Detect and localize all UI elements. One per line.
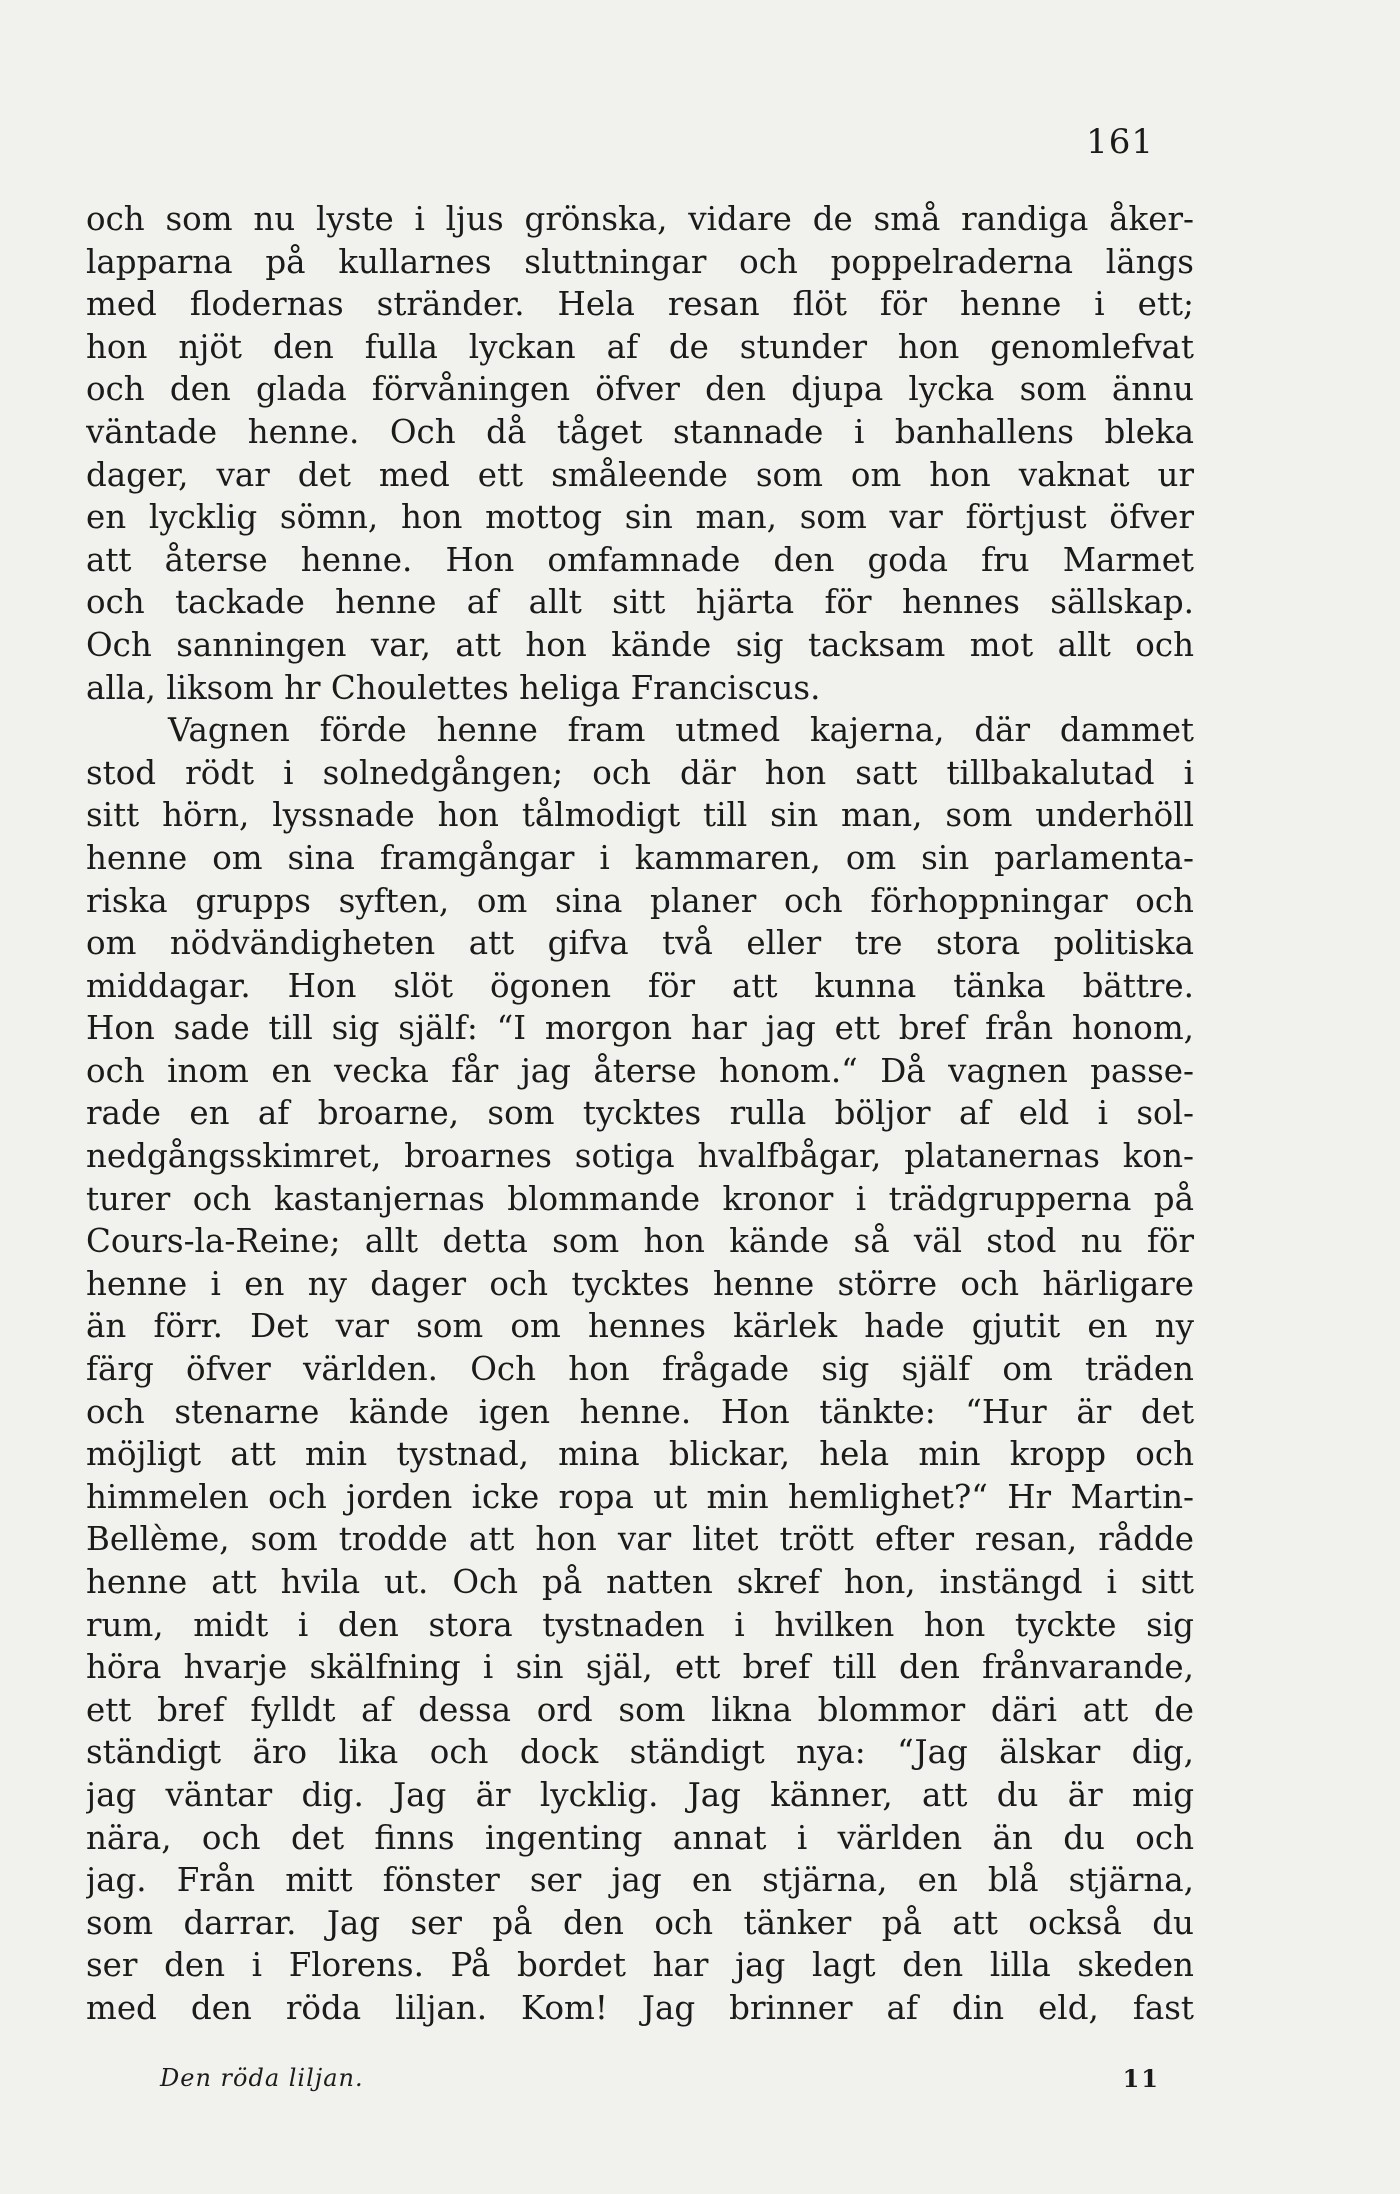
- text-line: än förr. Det var som om hennes kärlek hade gjutit en ny: [86, 1307, 1194, 1346]
- text-line: dager, var det med ett småleende som om hon vaknat ur: [86, 455, 1194, 494]
- text-line: med flodernas stränder. Hela resan flöt för henne i ett;: [86, 285, 1194, 324]
- text-line: Och sanningen var, att hon kände sig tacksam mot allt och: [86, 625, 1194, 664]
- text-line: och inom en vecka får jag återse honom.“ Då vagnen passe-: [86, 1051, 1194, 1090]
- text-line: middagar. Hon slöt ögonen för att kunna tänka bättre.: [86, 966, 1194, 1005]
- page-footer: [160, 2064, 1160, 2104]
- body-text: [86, 198, 1194, 2030]
- text-line: stod rödt i solnedgången; och där hon satt tillbakalutad i: [86, 753, 1194, 792]
- text-line: om nödvändigheten att gifva två eller tre stora politiska: [86, 924, 1194, 963]
- text-line: henne i en ny dager och tycktes henne större och härligare: [86, 1264, 1194, 1303]
- text-line: ser den i Florens. På bordet har jag lagt den lilla skeden: [86, 1946, 1194, 1985]
- signature-mark: 11: [1122, 2064, 1160, 2093]
- text-line: jag väntar dig. Jag är lycklig. Jag känner, att du är mig: [86, 1775, 1194, 1814]
- text-line: och tackade henne af allt sitt hjärta för hennes sällskap.: [86, 583, 1194, 622]
- text-line: turer och kastanjernas blommande kronor i trädgrupperna på: [86, 1179, 1194, 1218]
- text-line: höra hvarje skälfning i sin själ, ett bref till den frånvarande,: [86, 1648, 1194, 1687]
- running-title: Den röda liljan.: [160, 2064, 364, 2092]
- text-line: hon njöt den fulla lyckan af de stunder hon genomlefvat: [86, 327, 1194, 366]
- text-line: och som nu lyste i ljus grönska, vidare de små randiga åker-: [86, 200, 1194, 238]
- text-line: färg öfver världen. Och hon frågade sig själf om träden: [86, 1350, 1194, 1389]
- text-line: Vagnen förde henne fram utmed kajerna, där dammet: [168, 711, 1194, 750]
- text-line: lapparna på kullarnes sluttningar och poppelraderna längs: [86, 242, 1194, 281]
- text-line: och den glada förvåningen öfver den djupa lycka som ännu: [86, 370, 1194, 409]
- text-line: en lycklig sömn, hon mottog sin man, som var förtjust öfver: [86, 498, 1194, 537]
- text-line: alla, liksom hr Choulettes heliga Franciscus.: [86, 668, 821, 707]
- text-line: nära, och det finns ingenting annat i världen än du och: [86, 1818, 1194, 1857]
- text-line: och stenarne kände igen henne. Hon tänkte: “Hur är det: [86, 1392, 1194, 1431]
- text-line: sitt hörn, lyssnade hon tålmodigt till sin man, som underhöll: [86, 796, 1194, 835]
- text-line: ett bref fylldt af dessa ord som likna blommor däri att de: [86, 1690, 1194, 1729]
- text-line: väntade henne. Och då tåget stannade i banhallens bleka: [86, 412, 1194, 451]
- page-number: 161: [1086, 122, 1154, 162]
- text-line: Cours-la-Reine; allt detta som hon kände så väl stod nu för: [86, 1222, 1194, 1261]
- text-line: rum, midt i den stora tystnaden i hvilken hon tyckte sig: [86, 1605, 1194, 1644]
- text-line: nedgångsskimret, broarnes sotiga hvalfbågar, platanernas kon-: [86, 1137, 1194, 1176]
- text-line: som darrar. Jag ser på den och tänker på att också du: [86, 1903, 1194, 1942]
- text-line: ständigt äro lika och dock ständigt nya: “Jag älskar dig,: [86, 1733, 1194, 1772]
- text-line: med den röda liljan. Kom! Jag brinner af din eld, fast: [86, 1988, 1194, 2027]
- text-line: henne att hvila ut. Och på natten skref hon, instängd i sitt: [86, 1563, 1194, 1601]
- text-line: henne om sina framgångar i kammaren, om sin parlamenta-: [86, 838, 1194, 877]
- text-line: Hon sade till sig själf: “I morgon har jag ett bref från honom,: [86, 1009, 1194, 1048]
- text-line: rade en af broarne, som tycktes rulla böljor af eld i sol-: [86, 1094, 1194, 1133]
- text-line: riska grupps syften, om sina planer och förhoppningar och: [86, 881, 1194, 920]
- text-line: himmelen och jorden icke ropa ut min hemlighet?“ Hr Martin-: [86, 1477, 1194, 1516]
- text-line: möjligt att min tystnad, mina blickar, hela min kropp och: [86, 1435, 1194, 1474]
- text-line: jag. Från mitt fönster ser jag en stjärna, en blå stjärna,: [86, 1861, 1194, 1900]
- text-line: att återse henne. Hon omfamnade den goda fru Marmet: [86, 540, 1194, 579]
- text-line: Bellème, som trodde att hon var litet trött efter resan, rådde: [86, 1520, 1194, 1559]
